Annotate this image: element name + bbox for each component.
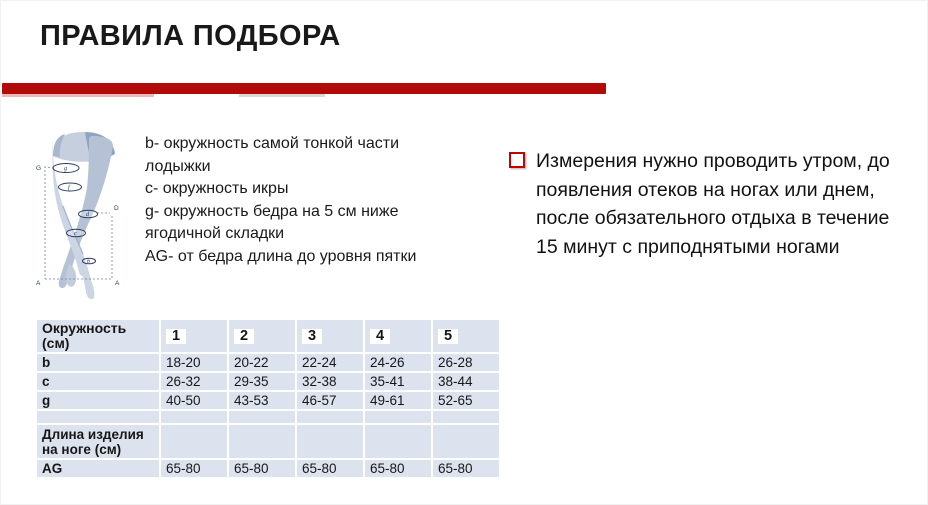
cell: 49-61 (365, 392, 431, 409)
band-label-b: b (87, 259, 90, 265)
cell: 24-26 (365, 354, 431, 371)
cell (433, 411, 499, 423)
size-number: 1 (166, 329, 186, 344)
cell (161, 411, 227, 423)
row-label: c (37, 373, 159, 390)
col-header-circumference: Окружность (см) (37, 320, 159, 352)
table-row-empty (37, 411, 499, 423)
cell (161, 425, 227, 458)
measurement-note (509, 147, 911, 261)
cell: 65-80 (365, 460, 431, 477)
band-label-g: g (64, 166, 67, 172)
cell: 65-80 (161, 460, 227, 477)
cell: 29-35 (229, 373, 295, 390)
cell (229, 425, 295, 458)
measurement-def-ag: AG- от бедра длина до уровня пятки (145, 247, 417, 265)
accent-divider-echo (2, 94, 154, 97)
guide-label-D: D (114, 205, 119, 212)
band-f (59, 183, 82, 191)
cell: 65-80 (297, 460, 363, 477)
col-header-3 (297, 320, 363, 352)
cell: 22-24 (297, 354, 363, 371)
measurement-definitions (145, 133, 445, 268)
legs-measurement-diagram (33, 126, 151, 304)
table-header-row (37, 320, 499, 352)
band-label-d: d (86, 212, 89, 218)
measurement-def-g: g- окружность бедра на 5 см ниже ягодичной складки (145, 202, 399, 242)
cell (229, 411, 295, 423)
guide-label-A-right: A (115, 280, 120, 287)
size-number: 3 (302, 329, 322, 344)
cell: 43-53 (229, 392, 295, 409)
col-header-4 (365, 320, 431, 352)
cell: 18-20 (161, 354, 227, 371)
col-header-2 (229, 320, 295, 352)
cell: 52-65 (433, 392, 499, 409)
guide-label-G: G (36, 165, 42, 172)
cell: 26-28 (433, 354, 499, 371)
cell (365, 425, 431, 458)
accent-divider-echo-2 (239, 94, 325, 97)
size-number: 2 (234, 329, 254, 344)
cell: 38-44 (433, 373, 499, 390)
row-label: Длина изделия на ноге (см) (37, 425, 159, 458)
guide-label-A-left: A (36, 280, 41, 287)
row-label (37, 411, 159, 423)
cell (433, 425, 499, 458)
cell: 35-41 (365, 373, 431, 390)
row-label: b (37, 354, 159, 371)
measurement-def-b: b- окружность самой тонкой части лодыжки (145, 135, 400, 175)
col-header-1 (161, 320, 227, 352)
table-row-c (37, 373, 499, 390)
measurement-def-c: c- окружность икры (145, 180, 289, 197)
cell: 40-50 (161, 392, 227, 409)
cell: 26-32 (161, 373, 227, 390)
guide-line-G (44, 167, 54, 168)
cell (297, 425, 363, 458)
table-row-ag (37, 460, 499, 477)
table-row-g (37, 392, 499, 409)
accent-divider (2, 83, 606, 94)
table-row-b (37, 354, 499, 371)
size-number: 4 (370, 329, 390, 344)
row-label: AG (37, 460, 159, 477)
col-header-5 (433, 320, 499, 352)
square-bullet-icon (509, 152, 525, 168)
size-number: 5 (438, 329, 458, 344)
row-label: g (37, 392, 159, 409)
note-text: Измерения нужно проводить утром, до появления отеков на ногах или днем, после обязательного отдыха в течение 15 минут с приподнятыми ногами (536, 150, 890, 258)
band-label-c: c (74, 231, 77, 237)
size-table (35, 318, 501, 479)
cell: 20-22 (229, 354, 295, 371)
band-label-f: f (68, 185, 70, 191)
cell: 46-57 (297, 392, 363, 409)
cell: 65-80 (229, 460, 295, 477)
cell (297, 411, 363, 423)
cell (365, 411, 431, 423)
cell: 65-80 (433, 460, 499, 477)
cell: 32-38 (297, 373, 363, 390)
page-title: ПРАВИЛА ПОДБОРА (40, 20, 341, 52)
table-row-length-header (37, 425, 499, 458)
